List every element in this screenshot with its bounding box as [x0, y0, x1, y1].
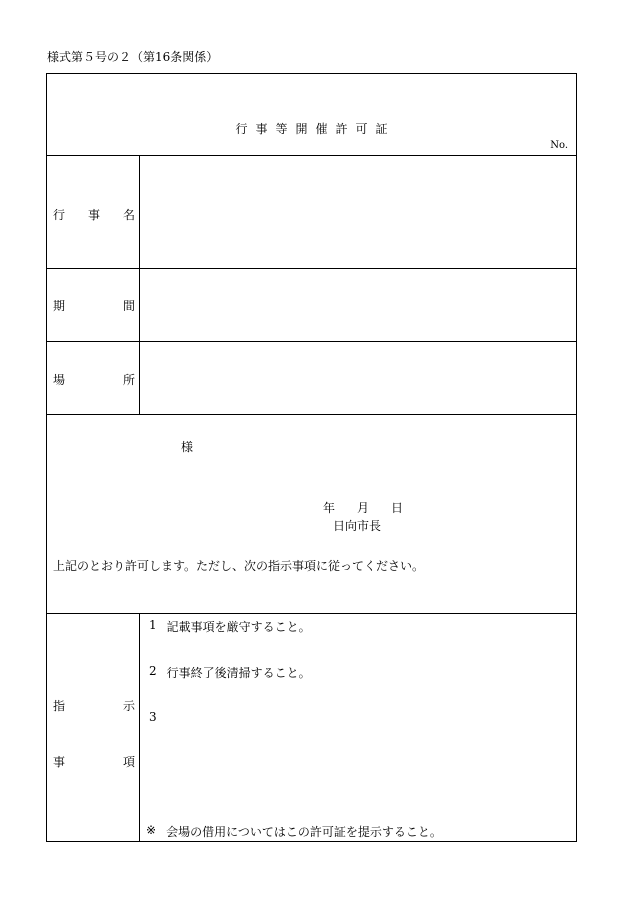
form-reference: 様式第５号の２（第16条関係）: [47, 50, 219, 64]
instruction-item: 1 記載事項を厳守すること。: [149, 618, 311, 634]
permission-text: 上記のとおり許可します。ただし、次の指示事項に従ってください。: [53, 559, 425, 573]
instructions-label-bottom: 事 項: [53, 755, 135, 769]
event-name-label: 行 事 名: [53, 208, 135, 222]
place-label: 場 所: [53, 373, 135, 387]
column-divider: [139, 155, 140, 414]
addressee-suffix: 様: [181, 440, 194, 454]
form-title: 行事等開催許可証: [235, 122, 396, 136]
number-label: No.: [550, 140, 568, 151]
divider: [47, 414, 576, 415]
column-divider: [139, 613, 140, 842]
divider: [47, 613, 576, 614]
issue-date: 年 月 日: [323, 501, 403, 515]
note-item: ※ 会場の借用についてはこの許可証を提示すること。: [146, 823, 442, 839]
divider: [47, 341, 576, 342]
instruction-item: 2 行事終了後清掃すること。: [149, 664, 311, 680]
divider: [47, 155, 576, 156]
divider: [47, 268, 576, 269]
permit-form: [46, 73, 577, 842]
period-label: 期 間: [53, 299, 135, 313]
issuer-name: 日向市長: [333, 519, 382, 533]
instructions-label-top: 指 示: [53, 699, 135, 713]
instruction-item: 3: [149, 710, 157, 724]
